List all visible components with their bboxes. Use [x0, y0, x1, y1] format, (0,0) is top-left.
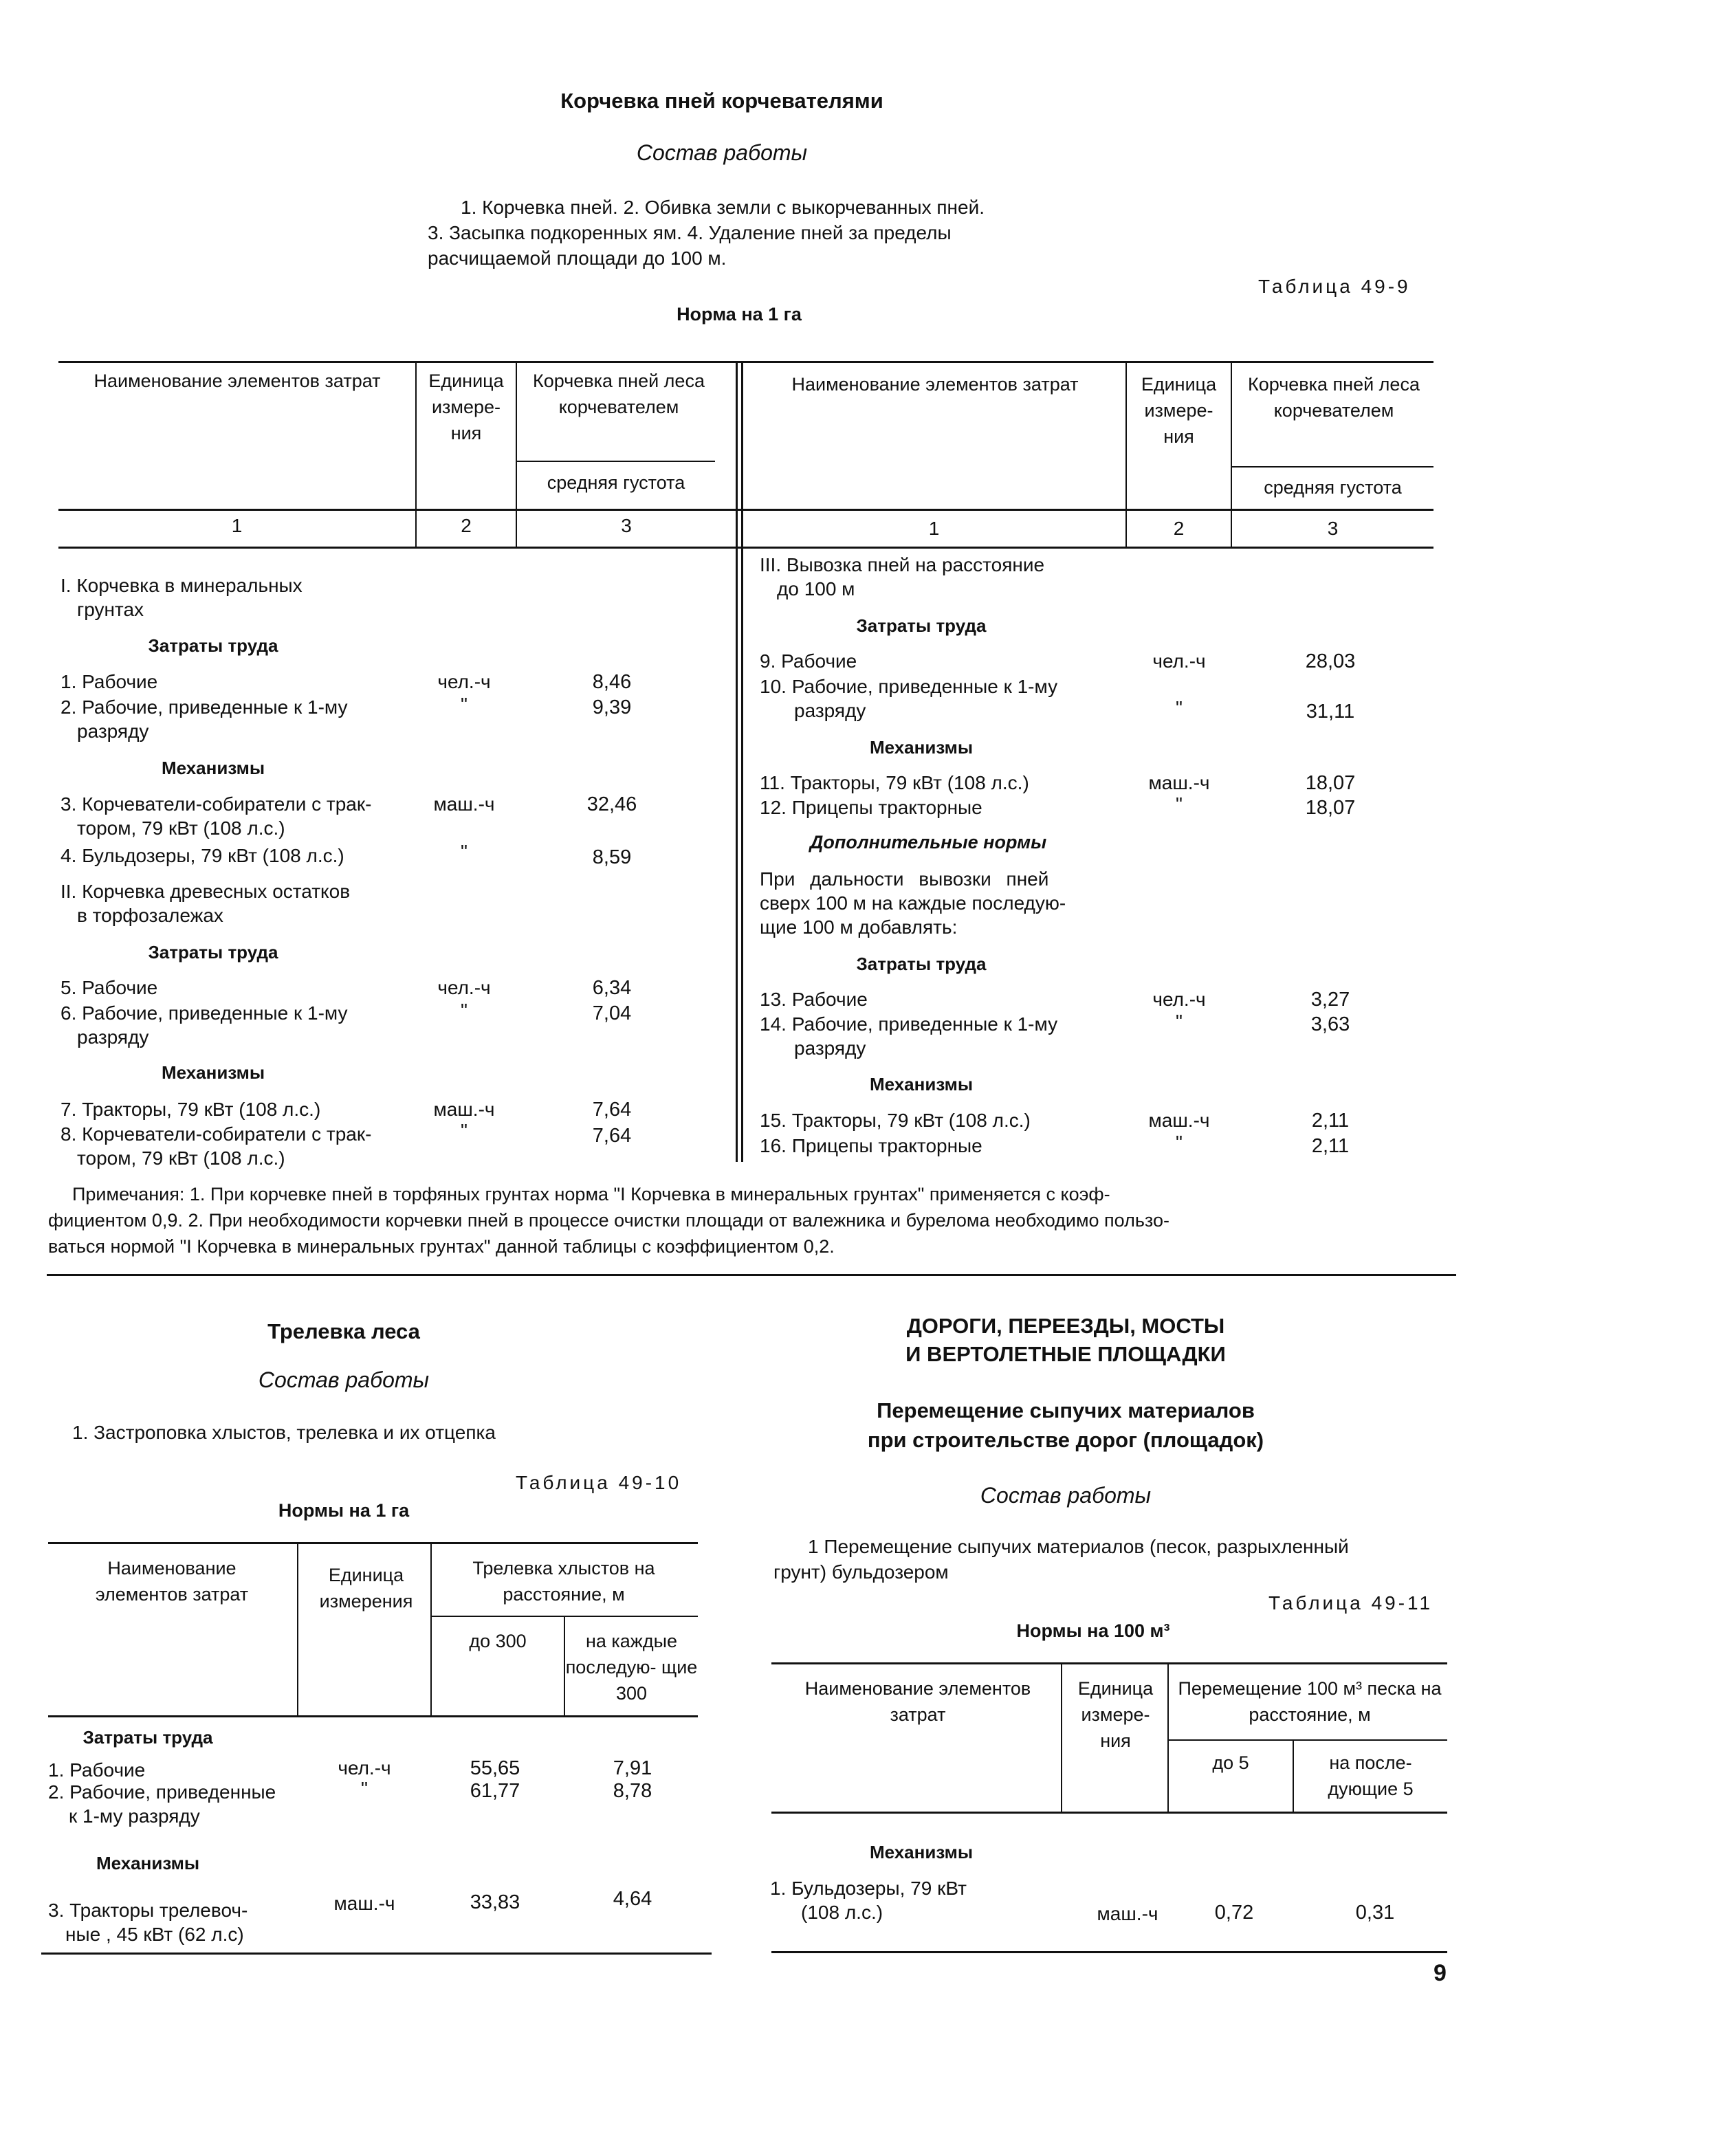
row-label: ные , 45 кВт (62 л.с): [65, 1924, 244, 1945]
header-sub2: на каждые последую- щие 300: [565, 1631, 698, 1704]
row-label: 12. Прицепы тракторные: [760, 797, 982, 818]
extra-norms-title: Дополнительные нормы: [809, 832, 1047, 852]
header-sub1: до 300: [469, 1631, 527, 1651]
row-value: 8,59: [592, 846, 632, 868]
section-title: Перемещение сыпучих материалов: [877, 1398, 1255, 1422]
row-label: 9. Рабочие: [760, 650, 857, 672]
composition-line: 1. Корчевка пней. 2. Обивка земли с выкорчеванных пней.: [461, 197, 985, 218]
subgroup-heading: Механизмы: [869, 737, 974, 758]
row-value: 9,39: [592, 696, 632, 718]
row-value: 0,72: [1214, 1902, 1254, 1924]
table-rule: [741, 361, 743, 1162]
row-label: разряду: [794, 1037, 866, 1059]
row-unit: чел.-ч: [1152, 989, 1206, 1010]
row-label: 16. Прицепы тракторные: [760, 1135, 982, 1156]
row-value: 3,27: [1310, 989, 1350, 1011]
header-sub1: до 5: [1212, 1752, 1249, 1773]
table-label: Таблица 49-10: [516, 1472, 682, 1493]
header-name: Наименование элементов затрат: [791, 374, 1079, 395]
row-value: 7,91: [613, 1757, 652, 1779]
row-value: 4,64: [613, 1888, 652, 1910]
subgroup-heading: Затраты труда: [856, 954, 987, 974]
col-num: 2: [461, 515, 472, 536]
table-rule: [48, 1715, 698, 1717]
group-heading: до 100 м: [777, 578, 855, 600]
header-unit: Единица измере- ния: [1077, 1678, 1154, 1751]
table-label: Таблица 49-11: [1268, 1592, 1433, 1614]
subgroup-heading: Механизмы: [161, 1062, 265, 1083]
row-label: тором, 79 кВт (108 л.с.): [77, 817, 285, 839]
row-unit: ": [1176, 1132, 1183, 1153]
table-rule: [1169, 1739, 1447, 1741]
header-name: Наименование элементов затрат: [804, 1678, 1031, 1725]
subgroup-heading: Затраты труда: [83, 1727, 213, 1748]
row-unit: ": [461, 694, 468, 715]
table-rule: [58, 547, 1433, 549]
composition-line: расчищаемой площади до 100 м.: [428, 248, 727, 269]
subgroup-heading: Затраты труда: [148, 942, 278, 962]
row-unit: ": [361, 1778, 368, 1799]
table-rule: [58, 509, 1433, 511]
row-value: 55,65: [470, 1757, 520, 1779]
table-rule: [771, 1662, 1447, 1664]
subgroup-heading: Затраты труда: [856, 615, 987, 636]
extra-norms-line: щие 100 м добавлять:: [760, 916, 958, 938]
subgroup-heading: Механизмы: [869, 1074, 974, 1094]
row-value: 6,34: [592, 977, 632, 999]
row-value: 31,11: [1306, 701, 1355, 723]
group-heading: грунтах: [77, 599, 144, 620]
row-label: 15. Тракторы, 79 кВт (108 л.с.): [760, 1110, 1031, 1131]
table-rule: [516, 461, 715, 462]
header-value: Корчевка пней леса корчевателем: [1248, 374, 1420, 421]
row-label: (108 л.с.): [801, 1902, 883, 1923]
header-density: средняя густота: [1264, 477, 1402, 498]
composition-line: 1 Перемещение сыпучих материалов (песок, разрыхленный: [808, 1536, 1349, 1557]
row-value: 18,07: [1305, 772, 1356, 794]
row-unit: чел.-ч: [338, 1757, 391, 1779]
row-unit: чел.-ч: [437, 671, 491, 692]
row-label: 2. Рабочие, приведенные: [48, 1781, 276, 1803]
header-sub2: на после- дующие 5: [1328, 1752, 1414, 1799]
row-unit: маш.-ч: [333, 1893, 395, 1914]
header-value: Корчевка пней леса корчевателем: [533, 371, 705, 417]
table-rule: [297, 1542, 298, 1715]
subgroup-heading: Механизмы: [161, 758, 265, 778]
norm-label: Норма на 1 га: [677, 304, 802, 324]
extra-norms-line: сверх 100 м на каждые последую-: [760, 892, 1066, 914]
section-divider: [47, 1274, 1456, 1276]
row-unit: ": [461, 1000, 468, 1021]
row-unit: ": [1176, 1011, 1183, 1032]
section-divider: [771, 1951, 1447, 1953]
section-divider: [41, 1952, 712, 1955]
note-line: ваться нормой "I Корчевка в минеральных грунтах" данной таблицы с коэффициентом 0,2.: [48, 1236, 835, 1257]
page-number: 9: [1433, 1960, 1447, 1986]
header-name: Наименование элементов затрат: [95, 1558, 249, 1605]
norm-label: Нормы на 100 м³: [1016, 1620, 1170, 1641]
row-unit: маш.-ч: [433, 1099, 495, 1120]
row-unit: чел.-ч: [1152, 650, 1206, 672]
row-value: 18,07: [1305, 797, 1356, 819]
row-label: 3. Корчеватели-собиратели с трак-: [61, 793, 372, 815]
row-unit: маш.-ч: [1148, 1110, 1210, 1131]
section-title: Корчевка пней корчевателями: [560, 89, 883, 113]
chapter-heading: ДОРОГИ, ПЕРЕЕЗДЫ, МОСТЫ: [906, 1314, 1225, 1338]
header-name: Наименование элементов затрат: [94, 371, 381, 391]
row-label: 1. Рабочие: [61, 671, 158, 692]
header-unit: Единица измере- ния: [1141, 374, 1217, 447]
subgroup-heading: Затраты труда: [148, 635, 278, 656]
header-value: Перемещение 100 м³ песка на расстояние, м: [1178, 1678, 1442, 1725]
row-value: 7,04: [592, 1002, 632, 1024]
row-label: 2. Рабочие, приведенные к 1-му: [61, 696, 348, 718]
note-line: фициентом 0,9. 2. При необходимости корчевки пней в процессе очистки площади от валежника и бурелома необходимо пользо-: [48, 1210, 1169, 1231]
row-value: 8,78: [613, 1780, 652, 1802]
composition-title: Состав работы: [980, 1483, 1152, 1508]
row-label: 6. Рабочие, приведенные к 1-му: [61, 1002, 348, 1024]
row-unit: ": [461, 1120, 468, 1141]
composition-line: 1. Застроповка хлыстов, трелевка и их отцепка: [72, 1422, 496, 1443]
row-value: 7,64: [592, 1099, 632, 1121]
row-value: 3,63: [1310, 1013, 1350, 1035]
header-unit: Единица измере- ния: [428, 371, 504, 443]
table-rule: [736, 361, 738, 1162]
row-value: 8,46: [592, 671, 632, 693]
row-label: 11. Тракторы, 79 кВт (108 л.с.): [760, 772, 1029, 793]
row-value: 32,46: [586, 793, 637, 815]
header-density: средняя густота: [547, 472, 685, 493]
composition-title: Состав работы: [636, 140, 808, 165]
col-num: 1: [928, 518, 940, 539]
row-value: 2,11: [1311, 1110, 1350, 1132]
table-rule: [1061, 1662, 1062, 1812]
composition-title: Состав работы: [258, 1367, 430, 1392]
group-heading: в торфозалежах: [77, 905, 223, 926]
row-value: 7,64: [592, 1125, 632, 1147]
table-rule: [1231, 466, 1433, 468]
table-rule: [771, 1812, 1447, 1814]
row-label: разряду: [794, 700, 866, 721]
composition-line: 3. Засыпка подкоренных ям. 4. Удаление пней за пределы: [428, 222, 952, 243]
group-heading: I. Корчевка в минеральных: [61, 575, 303, 596]
composition-line: грунт) бульдозером: [773, 1561, 949, 1583]
col-num: 1: [231, 515, 243, 536]
table-rule: [1167, 1662, 1169, 1812]
row-unit: чел.-ч: [437, 977, 491, 998]
row-value: 28,03: [1305, 650, 1356, 672]
row-label: к 1-му разряду: [69, 1805, 200, 1827]
header-value: Трелевка хлыстов на расстояние, м: [472, 1558, 655, 1605]
row-unit: маш.-ч: [1148, 772, 1210, 793]
row-label: 10. Рабочие, приведенные к 1-му: [760, 676, 1058, 697]
col-num: 3: [1327, 518, 1339, 539]
group-heading: III. Вывозка пней на расстояние: [760, 554, 1045, 575]
row-unit: маш.-ч: [433, 793, 495, 815]
row-unit: маш.-ч: [1097, 1903, 1158, 1924]
row-label: 1. Бульдозеры, 79 кВт: [770, 1878, 967, 1899]
row-unit: ": [1176, 793, 1183, 815]
table-rule: [58, 361, 1433, 363]
col-num: 3: [621, 515, 632, 536]
row-label: 8. Корчеватели-собиратели с трак-: [61, 1123, 372, 1145]
row-label: 3. Тракторы трелевоч-: [48, 1900, 248, 1921]
norm-label: Нормы на 1 га: [278, 1500, 410, 1521]
row-label: разряду: [77, 720, 149, 742]
extra-norms-line: При дальности вывозки пней: [760, 868, 1049, 890]
row-unit: ": [1176, 697, 1183, 718]
row-label: тором, 79 кВт (108 л.с.): [77, 1147, 285, 1169]
row-label: 1. Рабочие: [48, 1759, 146, 1781]
header-unit: Единица измерения: [319, 1565, 413, 1612]
row-label: 13. Рабочие: [760, 989, 868, 1010]
subgroup-heading: Механизмы: [869, 1842, 974, 1862]
col-num: 2: [1173, 518, 1185, 539]
row-value: 61,77: [470, 1780, 520, 1802]
note-line: Примечания: 1. При корчевке пней в торфяных грунтах норма "I Корчевка в минеральных грунтах" применяется с коэф-: [72, 1184, 1110, 1204]
subgroup-heading: Механизмы: [96, 1853, 200, 1873]
chapter-heading: И ВЕРТОЛЕТНЫЕ ПЛОЩАДКИ: [905, 1342, 1226, 1366]
row-unit: ": [461, 841, 468, 862]
row-label: разряду: [77, 1026, 149, 1048]
section-title: при строительстве дорог (площадок): [867, 1428, 1264, 1452]
row-value: 0,31: [1355, 1902, 1395, 1924]
row-label: 4. Бульдозеры, 79 кВт (108 л.с.): [61, 845, 344, 866]
row-value: 33,83: [470, 1891, 520, 1913]
row-label: 5. Рабочие: [61, 977, 158, 998]
table-rule: [48, 1542, 698, 1544]
row-label: 14. Рабочие, приведенные к 1-му: [760, 1013, 1058, 1035]
row-label: 7. Тракторы, 79 кВт (108 л.с.): [61, 1099, 321, 1120]
row-value: 2,11: [1311, 1135, 1350, 1157]
table-label: Таблица 49-9: [1258, 276, 1411, 297]
group-heading: II. Корчевка древесных остатков: [61, 881, 351, 902]
section-title: Трелевка леса: [267, 1319, 420, 1343]
